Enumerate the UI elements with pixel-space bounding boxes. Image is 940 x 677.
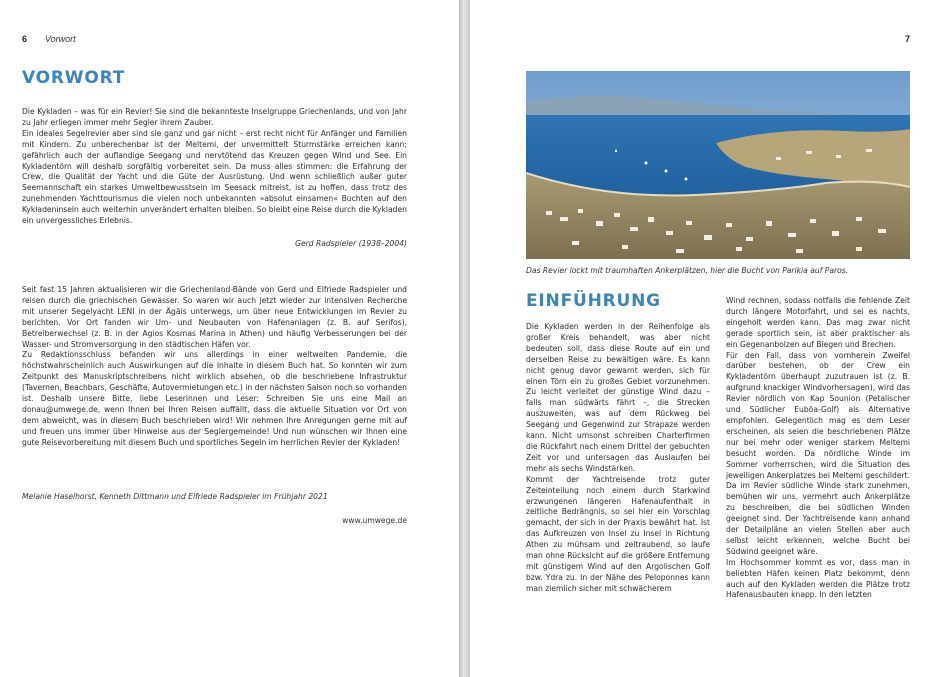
main-paragraph: Zu Redaktionsschluss befanden wir uns allerdings in einer weltweiten Pandemie, die höchstwahrscheinlich auch Auswirkungen auf die Inhalte in diesem Buch hat. So konnten wir zum Zeitpunkt des Manuskriptschreibens nicht wirklich absehen, ob die beschriebene Infrastruktur (Tavernen, Beachbars, Geschäfte, Autovermietungen etc.) in der nächsten Saison noch so vorhanden ist. Deshalb unsere Bitte, liebe Leserinnen und Leser: Schreiben Sie uns eine Mail an donau@umwege.de, wenn Ihnen bei Ihren Reisen auffällt, dass die aktuelle Situation vor Ort von dem abweicht, was in diesem Buch beschrieben wird! Wir nehmen Ihre Anregungen gerne mit auf und freuen uns immer über Hinweise aus der Seglergemeinde! Und nun wünschen wir Ihnen eine gute Reisevorbereitung mit diesem Buch und sportliches Segeln im herrlichen Revier der Kykladen! <box>22 350 407 447</box>
intro-text <box>22 107 407 227</box>
page-number: 7 <box>905 34 911 44</box>
website-link[interactable]: www.umwege.de <box>342 516 407 525</box>
photo-caption: Das Revier lockt mit traumhaften Ankerplätzen, hier die Bucht von Parikia auf Paros. <box>526 266 849 275</box>
column-paragraph: Wind rechnen, sodass notfalls die fehlende Zeit durch längere Motorfahrt, und sei es nachts, eingeholt werden kann. Das mag zwar nicht gerade sportlich sein, ist aber praktischer als ein Gegenanbolzen auf Biegen und Brechen. <box>726 296 910 349</box>
main-paragraph: Seit fast 15 Jahren aktualisieren wir die Griechenland-Bände von Gerd und Elfriede Radspieler und reisen durch die griechischen Gewässer. So waren wir auch jetzt wieder zur intensiven Recherche mit unserer Segelyacht LENI in der Ägäis unterwegs, um über neue Entwicklungen im Revier zu berichten. Vor Ort fanden wir Um- und Neubauten von Hafenanlagen (z. B. auf Serifos), Betreiberwechsel (z. B. in der Agios Kosmas Marina in Athen) und häufig Verbesserungen bei der Wasser- und Stromversorgung in den städtischen Häfen vor. <box>22 285 407 349</box>
text-column-left <box>526 322 710 622</box>
column-paragraph: Kommt der Yachtreisende trotz guter Zeiteinteilung noch einem durch Starkwind erzwungenen längeren Hafenaufenthalt in zeitliche Bedrängnis, so sei hier ein Vorschlag gemacht, der sich in der Praxis bewährt hat. Ist das Aufkreuzen von Insel zu Insel in Richtung Athen zu mühsam und zeitraubend, so laufe man ohne Rücksicht auf die größere Entfernung mit günstigem Wind auf den Argolischen Golf bzw. Ydra zu. In der Nähe des Peloponnes kann man ziemlich sicher mit schwächerem <box>526 474 710 593</box>
right-page <box>470 0 940 677</box>
intro-paragraph: Ein ideales Segelrevier aber sind sie ganz und gar nicht – erst recht nicht für Anfänger und Familien mit Kindern. Zu unberechenbar ist der Meltemi, der unvermittelt Sturmstärke erreichen kann; gefährlich auch der auflandige Seegang und nervtötend das Kreuzen gegen Wind und See. Ein Kykladentörn will deshalb sorgfältig vorbereitet sein. Da muss alles stimmen: die Erfahrung der Crew, die Qualität der Yacht und die Güte der Ausrüstung. Und wenn schließlich außer guter Seemannschaft ein starkes Umweltbewusstsein im Seesack mitreist, ist zu hoffen, dass trotz des zunehmenden Yachttourismus die vielen noch unbekannten »absolut einsamen« Buchten auf den Kykladeninseln auch weiterhin unverändert erhalten bleiben. So bleibt eine Reise durch die Kykladen ein unvergessliches Erlebnis. <box>22 128 407 226</box>
coastal-bay-photo <box>526 71 910 259</box>
left-page <box>0 0 459 677</box>
page-title: VORWORT <box>22 68 126 88</box>
page-number: 6 <box>22 34 28 44</box>
column-paragraph: Die Kykladen werden in der Reihenfolge als großer Kreis behandelt, was aber nicht bedeuten soll, dass diese Route auf ein und derselben Reise zu bewältigen wäre. Es kann nicht genug davor gewarnt werden, sich für einen Törn ein zu großes Gebiet vorzunehmen. Zu leicht verleitet der günstige Wind dazu – falls man südwärts fährt –, die Strecken auszuweiten, was auf dem Rückweg bei Seegang und Gegenwind zur Strapaze werden kann. Nicht umsonst schreiben Charterfirmen die Rückfahrt nach einem Drittel der gebuchten Zeit vor und untersagen das Auslaufen bei mehr als sechs Windstärken. <box>526 322 710 473</box>
book-gutter <box>459 0 470 677</box>
section-title: EINFÜHRUNG <box>526 291 661 311</box>
authors-signature: Melanie Haselhorst, Kenneth Dittmann und Elfriede Radspieler im Frühjahr 2021 <box>22 492 328 501</box>
column-paragraph: Im Hochsommer kommt es vor, dass man in beliebten Häfen keinen Platz bekommt, denn auch auf den Kykladen werden die Plätze trotz Hafenausbauten knapp. In den letzten <box>726 557 910 600</box>
main-text <box>22 285 407 449</box>
text-column-right <box>726 296 910 622</box>
running-head: Vorwort <box>45 34 76 44</box>
column-paragraph: Für den Fall, dass von vornherein Zweifel darüber bestehen, ob der Crew ein Kykladentörn überhaupt zuzutrauen ist (z. B. aufgrund knackiger Windvorhersagen), wird das Revier nördlich von Kap Sounion (Petalischer und Südlicher Euböa-Golf) als Alternative empfohlen. Gelegentlich mag es dem Leser erscheinen, als seien die beschriebenen Plätze nur bei mehr oder weniger starkem Meltemi besucht worden. Da nördliche Winde im Sommer vorherrschen, wird die Situation des jeweiligen Ankerplatzes bei Meltemi geschildert. Da im Revier südliche Winde stark zunehmen, bemühen wir uns, vermehrt auch Ankerplätze zu beschreiben, die bei südlichen Winden geeignet sind. Der Yachtreisende kann anhand der Detailpläne an vielen Stellen aber auch selbst leicht erkennen, welche Bucht bei Südwind geeignet wäre. <box>726 350 910 556</box>
intro-paragraph: Die Kykladen – was für ein Revier! Sie sind die bekannteste Inselgruppe Griechenlands, und von Jahr zu Jahr erliegen immer mehr Segler ihrem Zauber. <box>22 107 407 127</box>
intro-signature: Gerd Radspieler (1938–2004) <box>295 239 407 248</box>
